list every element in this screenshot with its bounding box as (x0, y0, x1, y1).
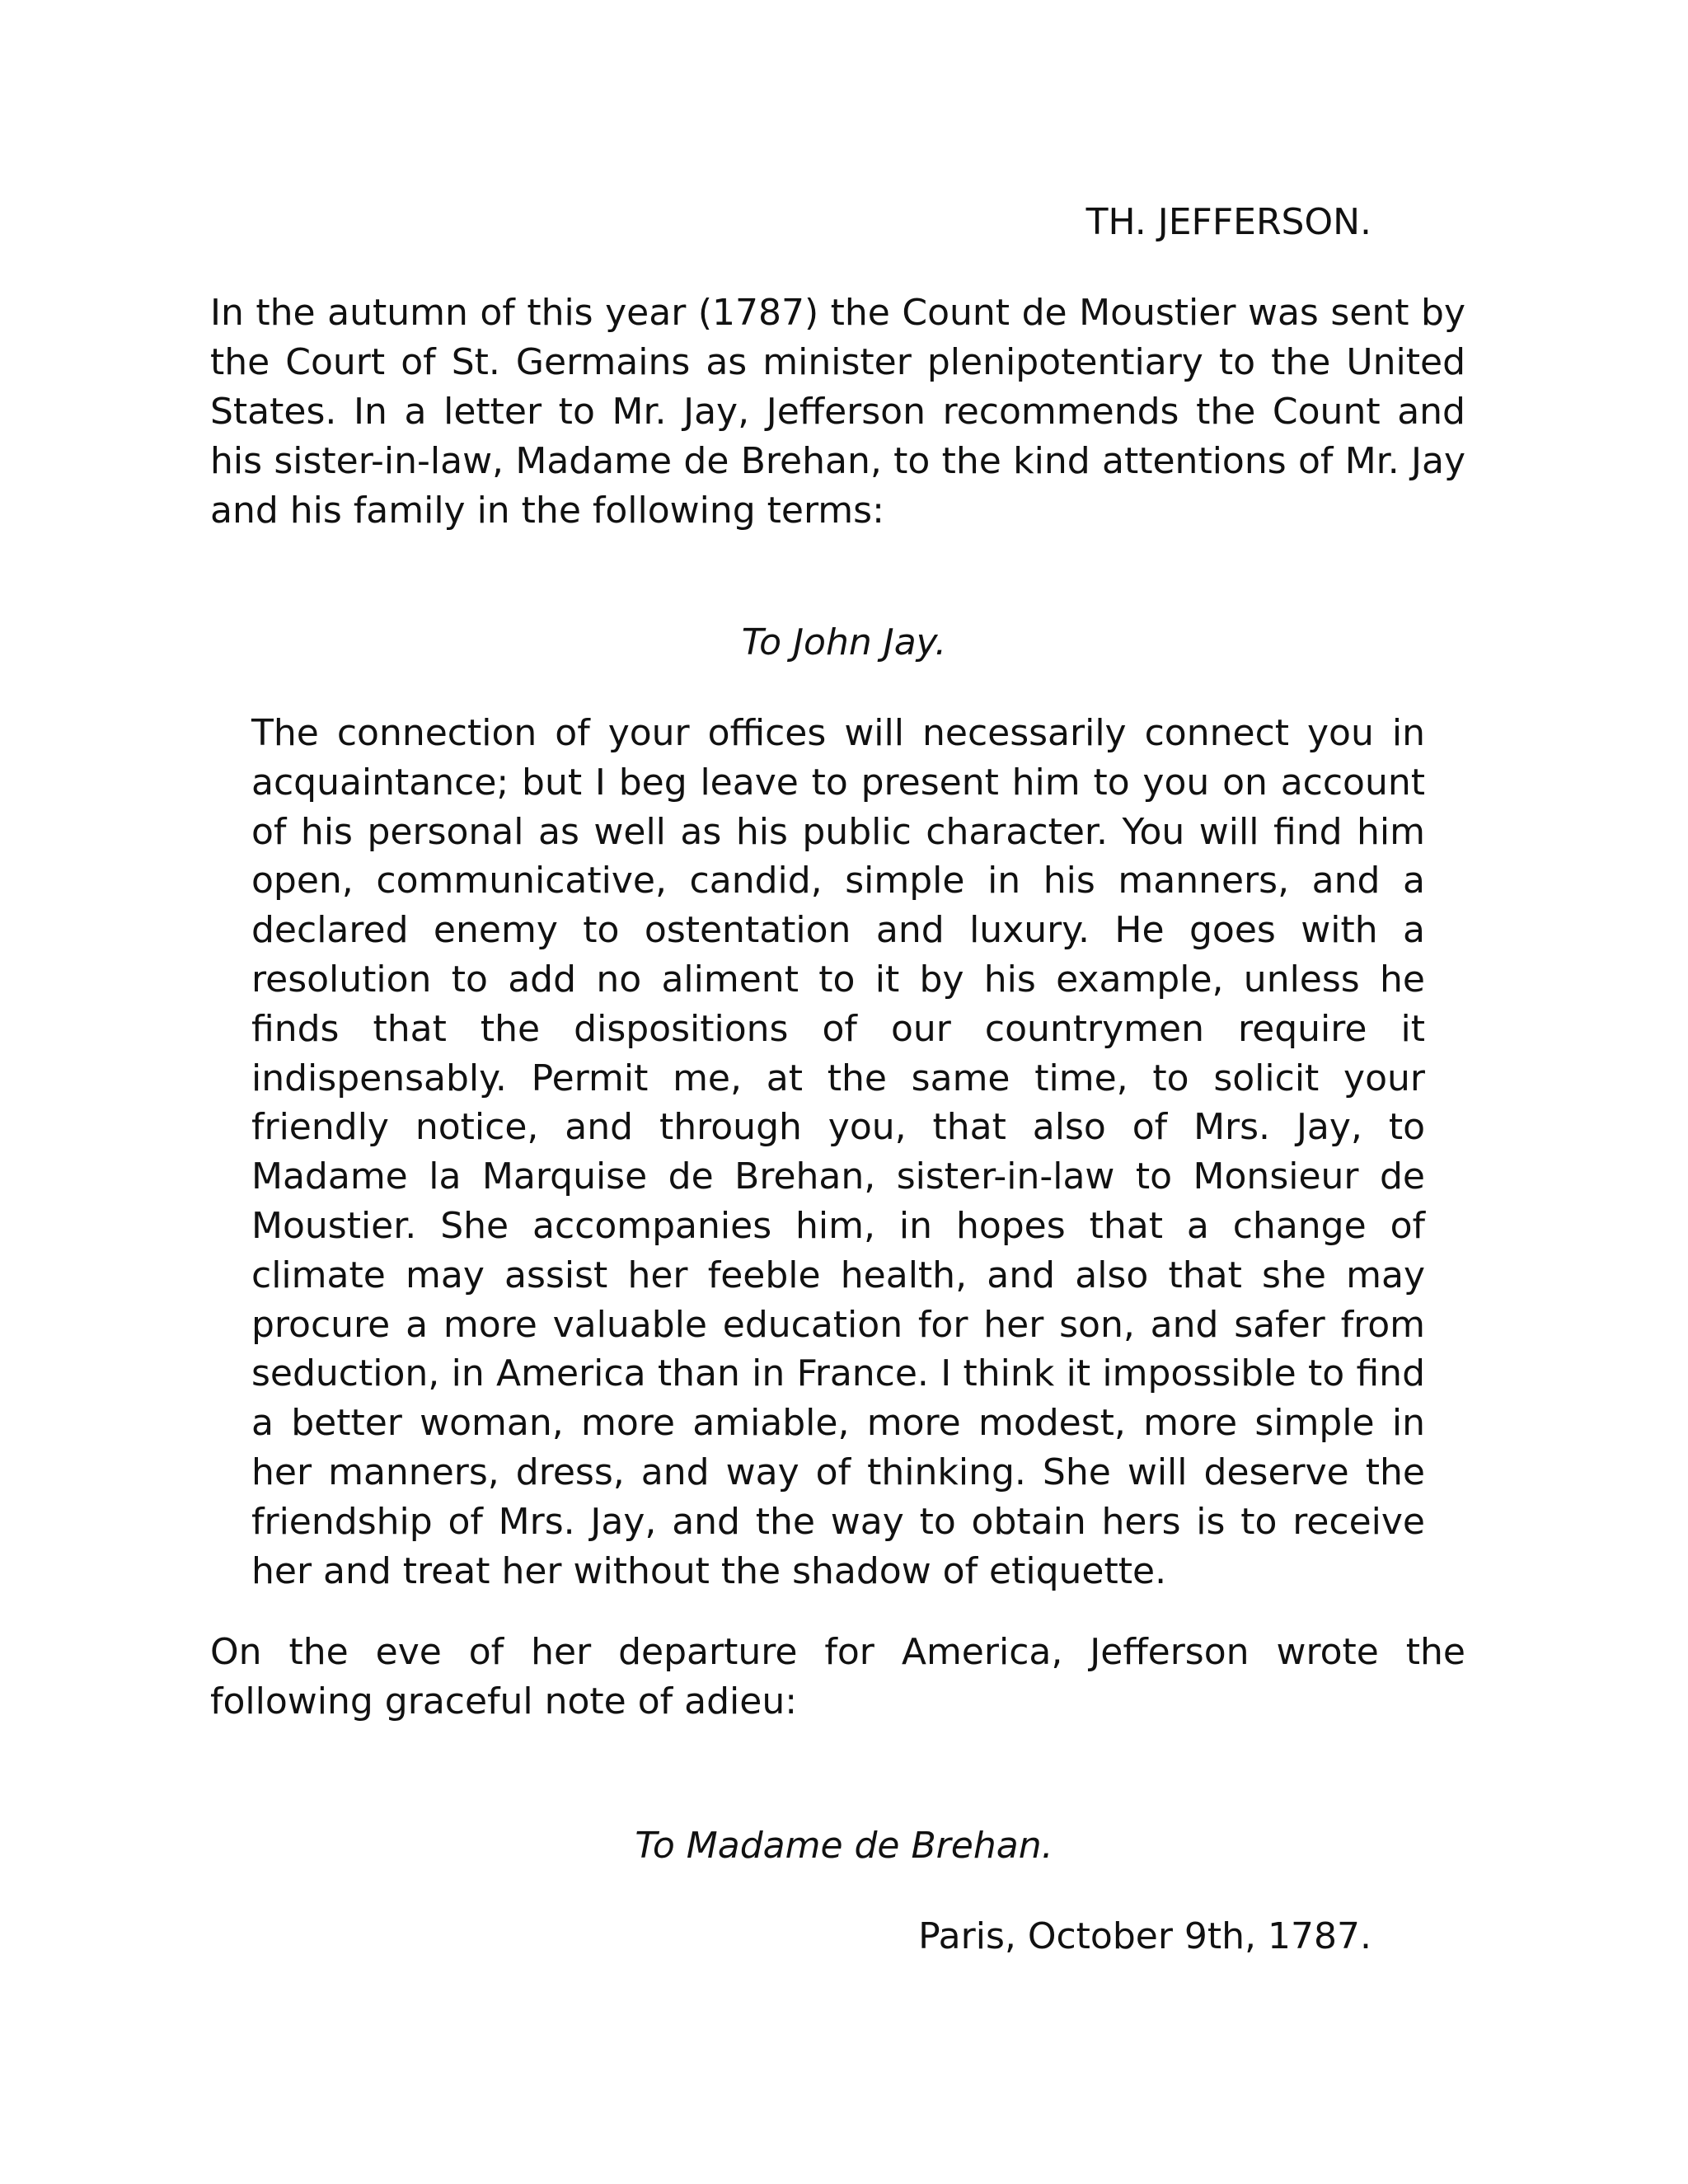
closing-paragraph: On the eve of her departure for America, Jefferson wrote the following graceful note of adieu: (210, 1631, 1465, 1722)
letter-body: The connection of your offices will necessarily connect you in acquaintance; but I beg leave to present him to you on account of his personal as well as his public character. You will find him open, communicative, candid, simple in his manners, and a declared enemy to ostentation and luxury. He goes with a resolution to add no aliment to it by his example, unless he finds that the dispositions of our countrymen require it indispensably. Permit me, at the same time, to solicit your friendly notice, and through you, that also of Mrs. Jay, to Madame la Marquise de Brehan, sister-in-law to Monsieur de Moustier. She accompanies him, in hopes that a change of climate may assist her feeble health, and also that she may procure a more valuable education for her son, and safer from seduction, in America than in France. I think it impossible to find a better woman, more amiable, more modest, more simple in her manners, dress, and way of thinking. She will deserve the friendship of Mrs. Jay, and the way to obtain hers is to receive her and treat her without the shadow of etiquette. (251, 712, 1425, 1592)
note-heading: To Madame de Brehan. (635, 1825, 1053, 1867)
dateline: Paris, October 9th, 1787. (918, 1915, 1372, 1957)
intro-paragraph: In the autumn of this year (1787) the Count de Moustier was sent by the Court of St. Germains as minister plenipotentiary to the United States. In a letter to Mr. Jay, Jefferson recommends the Count and his sister-in-law, Madame de Brehan, to the kind attentions of Mr. Jay and his family in the following terms: (210, 292, 1465, 532)
letter-heading: To John Jay. (741, 621, 947, 663)
signature: TH. JEFFERSON. (1085, 201, 1372, 243)
